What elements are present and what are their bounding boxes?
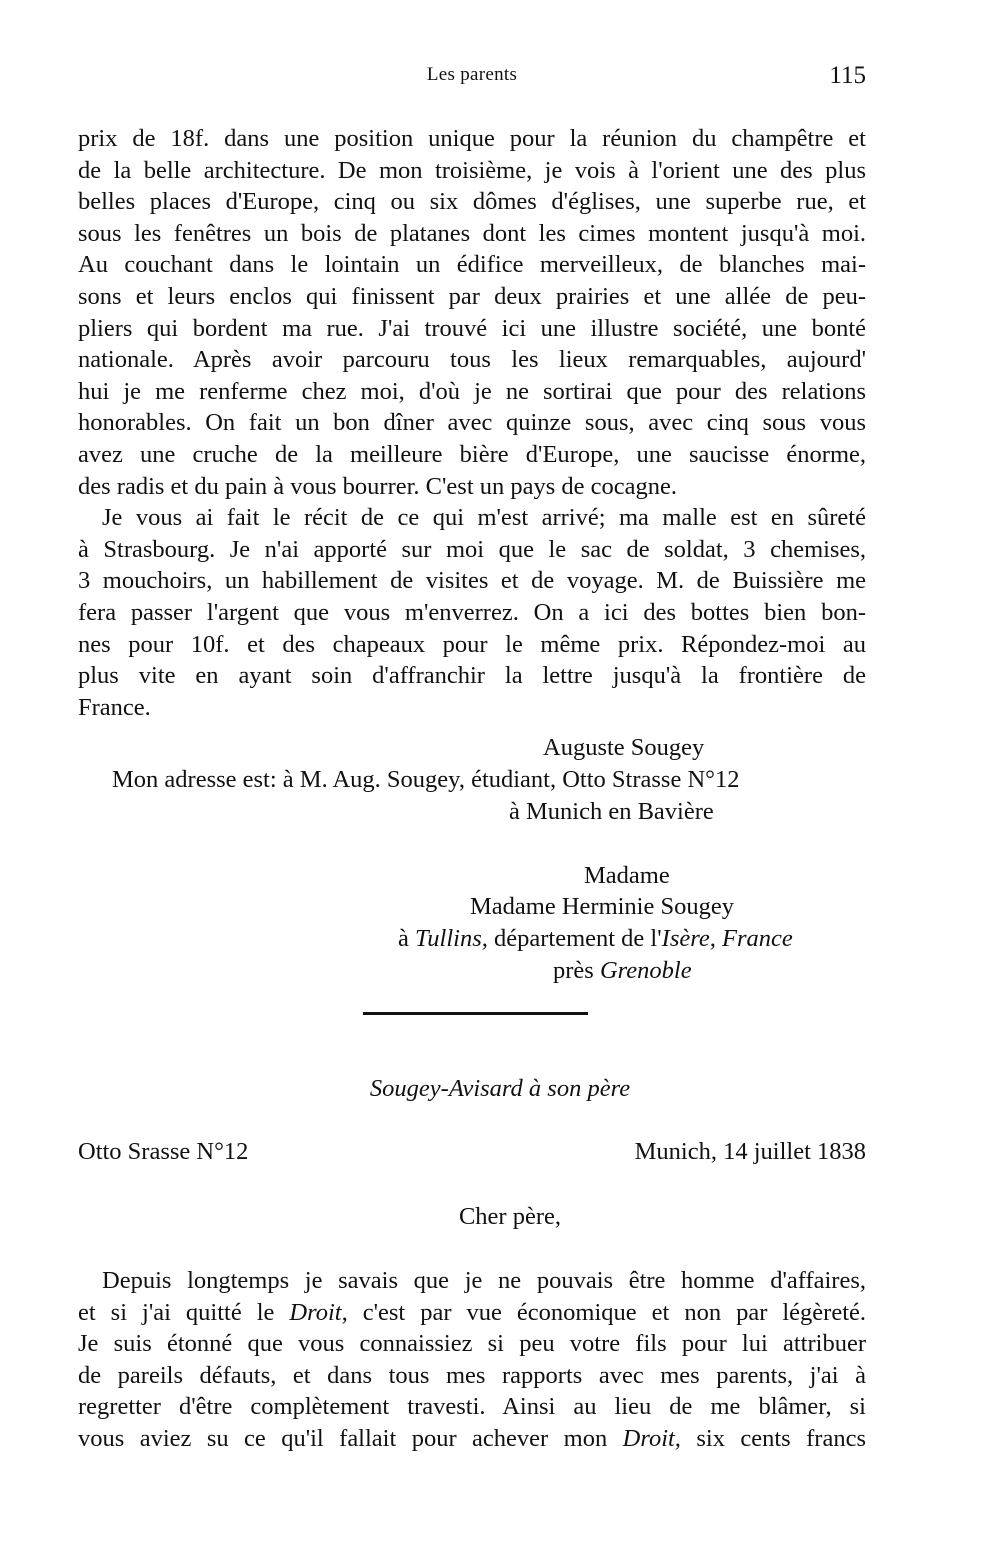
text-line: nes pour 10f. et des chapeaux pour le même prix. Répondez-moi au (78, 630, 866, 658)
recipient-department: Isère, France (661, 925, 793, 952)
recipient-line-2: Madame Herminie Sougey (470, 893, 734, 920)
text-line (78, 1297, 866, 1329)
text-line (78, 1360, 866, 1392)
text-line: Je vous ai fait le récit de ce qui m'est arrivé; ma malle est en sûreté (102, 504, 866, 532)
italic-text: Droit, (622, 1424, 681, 1452)
recipient-prefix: à (398, 925, 415, 952)
recipient-city: Grenoble (599, 957, 692, 984)
text-span: et si j'ai quitté le (78, 1298, 290, 1326)
letter2-body (78, 1265, 866, 1455)
text-line (78, 1391, 866, 1423)
text-line: sous les fenêtres un bois de platanes dont les cimes montent jusqu'à moi. (78, 219, 866, 247)
text-line (78, 1423, 866, 1455)
text-span: Je suis étonné que vous connaissiez si peu votre fils pour lui attribuer (78, 1330, 866, 1358)
section-divider (363, 1012, 588, 1015)
letter2-date: Munich, 14 juillet 1838 (634, 1138, 866, 1165)
recipient-town: Tullins, (415, 925, 488, 952)
text-line (78, 1328, 866, 1360)
text-line: avez une cruche de la meilleure bière d'Europe, une saucisse énorme, (78, 440, 866, 468)
text-line: de la belle architecture. De mon troisième, je vois à l'orient une des plus (78, 156, 866, 184)
text-line: 3 mouchoirs, un habillement de visites et de voyage. M. de Buissière me (78, 567, 866, 595)
text-span: vous aviez su ce qu'il fallait pour achever mon (78, 1424, 623, 1452)
text-line: nationale. Après avoir parcouru tous les lieux remarquables, aujourd' (78, 346, 866, 374)
text-span: six cents francs (680, 1424, 866, 1452)
text-span: de pareils défauts, et dans tous mes rapports avec mes parents, j'ai à (78, 1361, 866, 1389)
text-line: France. (78, 693, 151, 721)
text-line: sons et leurs enclos qui finissent par deux prairies et une allée de peu- (78, 282, 866, 310)
letter2-salutation: Cher père, (458, 1203, 562, 1230)
text-span: c'est par vue économique et non par légèreté. (347, 1298, 867, 1326)
letter1-body (78, 123, 866, 723)
signature: Auguste Sougey (543, 734, 705, 761)
text-span: regretter d'être complètement travesti. Ainsi au lieu de me blâmer, si (78, 1393, 866, 1421)
text-line: honorables. On fait un bon dîner avec quinze sous, avec cinq sous vous (78, 409, 866, 437)
text-line: hui je me renferme chez moi, d'où je ne sortirai que pour des relations (78, 377, 866, 405)
italic-text: Droit, (289, 1298, 348, 1326)
page-number: 115 (829, 62, 866, 89)
address-line-1: Mon adresse est: à M. Aug. Sougey, étudiant, Otto Strasse N°12 (112, 766, 740, 793)
text-span: Depuis longtemps je savais que je ne pouvais être homme d'affaires, (102, 1267, 866, 1294)
text-line: plus vite en ayant soin d'affranchir la lettre jusqu'à la frontière de (78, 662, 866, 690)
letter2-address: Otto Srasse N°12 (78, 1138, 249, 1165)
recipient-mid: département de l' (487, 925, 662, 952)
text-line: Au couchant dans le lointain un édifice merveilleux, de blanches mai- (78, 251, 866, 279)
recipient-near: près (553, 957, 600, 984)
text-line: des radis et du pain à vous bourrer. C'est un pays de cocagne. (78, 472, 678, 500)
text-line: à Strasbourg. Je n'ai apporté sur moi que le sac de soldat, 3 chemises, (78, 535, 866, 563)
text-line: pliers qui bordent ma rue. J'ai trouvé ici une illustre société, une bonté (78, 314, 866, 342)
address-line-2: à Munich en Bavière (509, 798, 714, 825)
text-line (78, 1265, 866, 1297)
text-line: fera passer l'argent que vous m'enverrez. On a ici des bottes bien bon- (78, 598, 866, 626)
recipient-line-1: Madame (584, 862, 670, 889)
running-title: Les parents (426, 64, 518, 85)
page-header (78, 62, 866, 102)
text-line: prix de 18f. dans une position unique pour la réunion du champêtre et (78, 125, 866, 152)
recipient-line-4 (553, 957, 692, 985)
letter2-heading: Sougey-Avisard à son père (369, 1075, 631, 1102)
text-line: belles places d'Europe, cinq ou six dômes d'églises, une superbe rue, et (78, 188, 866, 216)
recipient-line-3 (398, 925, 793, 953)
